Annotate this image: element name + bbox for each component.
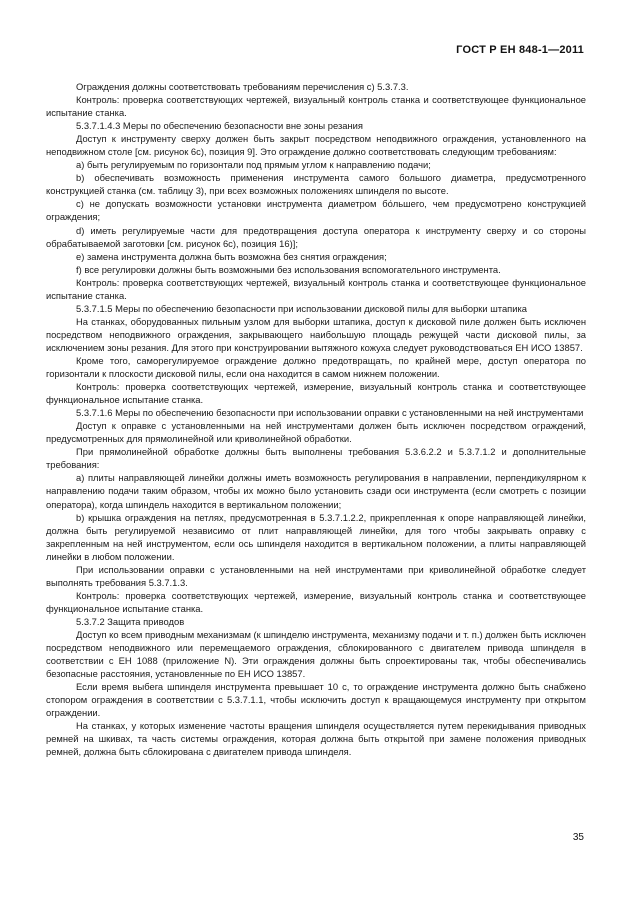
body-paragraph: На станках, оборудованных пильным узлом для выборки штапика, доступ к дисковой пиле должен быть исключен посредством неподвижного ограждения, закрывающего наибольшую площадь режущей части дисковой пилы, за исключением зоны резания. Для этого при конструировании вытяжного кожуха следует руководствоваться ЕН ИСО 13857.	[46, 315, 586, 353]
section-heading: 5.3.7.2 Защита приводов	[76, 615, 185, 627]
list-item: b) крышка ограждения на петлях, предусмотренная в 5.3.7.1.2.2, прикрепленная к опоре направляющей линейки, должна быть регулируемой независимо от плит направляющей линейки, для того чтобы закрывать оправку с закрепленным на ней инструментом, если ось шпинделя находится в вертикальном положении, а плиты направляющей линейки в любом положении.	[46, 511, 586, 562]
list-item: f) все регулировки должны быть возможными без использования вспомогательного инструмента.	[76, 263, 501, 275]
body-paragraph: Контроль: проверка соответствующих чертежей, визуальный контроль станка и соответствующее функциональное испытание станка.	[46, 94, 586, 119]
body-paragraph: При прямолинейной обработке должны быть выполнены требования 5.3.6.2.2 и 5.3.7.1.2 и дополнительные требования:	[46, 446, 586, 471]
page-number: 35	[572, 832, 584, 843]
document-body	[46, 80, 586, 758]
list-item: e) замена инструмента должна быть возможна без снятия ограждения;	[76, 250, 387, 262]
body-paragraph: Кроме того, саморегулируемое ограждение должно предотвращать, по крайней мере, доступ оператора по горизонтали к плоскости дисковой пилы, если она находится в самом нижнем положении.	[46, 354, 586, 380]
body-paragraph: Если время выбега шпинделя инструмента превышает 10 с, то ограждение инструмента должно быть снабжено стопором ограждения в соответствии с 5.3.7.1.1, чтобы исключить доступ к вращающемуся инструменту при открытом ограждении.	[46, 681, 586, 719]
body-paragraph: Доступ ко всем приводным механизмам (к шпинделю инструмента, механизму подачи и т. п.) должен быть исключен посредством неподвижного или перемещаемого ограждения, сблокированного с двигателем привода шпинделя в соответствии с ЕН 1088 (приложение N). Эти ограждения должны быть спроектированы так, чтобы обеспечивались безопасные расстояния, установленные по ЕН ИСО 13857.	[46, 628, 586, 680]
list-item: b) обеспечивать возможность применения инструмента самого большого диаметра, предусмотренного конструкцией станка (см. таблицу 3), при всех возможных положениях шпинделя по высоте.	[46, 172, 586, 197]
list-item: a) плиты направляющей линейки должны иметь возможность регулирования в направлении, перпендикулярном к направлению подачи таким образом, чтобы их можно было установить сзади оси инструмента (если смотреть с позиции оператора), когда шпиндель находится в вертикальном положении;	[46, 472, 586, 510]
list-item: c) не допускать возможности установки инструмента диаметром бо́льшего, чем предусмотрено конструкцией ограждения;	[46, 198, 586, 223]
section-heading: 5.3.7.1.5 Меры по обеспечению безопасности при использовании дисковой пилы для выборки штапика	[76, 302, 528, 314]
section-heading: 5.3.7.1.6 Меры по обеспечению безопасности при использовании оправки с установленными на ней инструментами	[76, 407, 584, 419]
section-heading: 5.3.7.1.4.3 Меры по обеспечению безопасности вне зоны резания	[76, 120, 363, 132]
body-paragraph: Контроль: проверка соответствующих чертежей, измерение, визуальный контроль станка и соответствующее функциональное испытание станка.	[46, 381, 586, 406]
list-item: a) быть регулируемым по горизонтали под прямым углом к направлению подачи;	[76, 159, 431, 171]
body-paragraph: Ограждения должны соответствовать требованиям перечисления с) 5.3.7.3.	[76, 81, 409, 92]
body-paragraph: Контроль: проверка соответствующих чертежей, визуальный контроль станка и соответствующее функциональное испытание станка.	[46, 276, 586, 301]
body-paragraph: Контроль: проверка соответствующих чертежей, измерение, визуальный контроль станка и соответствующее функциональное испытание станка.	[46, 589, 586, 614]
body-paragraph: Доступ к инструменту сверху должен быть закрыт посредством неподвижного ограждения, установленного на неподвижном столе [см. рисунок 6c), позиция 9]. Это ограждение должно соответствовать следующим требованиям:	[46, 133, 586, 158]
document-header: ГОСТ Р ЕН 848-1—2011	[456, 44, 584, 56]
list-item: d) иметь регулируемые части для предотвращения доступа оператора к инструменту сверху и со стороны обрабатываемой заготовки [см. рисунок 6c), позиция 16)];	[46, 224, 586, 249]
body-paragraph: На станках, у которых изменение частоты вращения шпинделя осуществляется путем перекидывания приводных ремней на шкивах, та часть системы ограждения, которая должна быть открытой при замене положения приводных ремней, должна быть сблокирована с двигателем привода шпинделя.	[46, 720, 586, 758]
body-paragraph: При использовании оправки с установленными на ней инструментами при криволинейной обработке следует выполнять требования 5.3.7.1.3.	[46, 563, 586, 588]
body-paragraph: Доступ к оправке с установленными на ней инструментами должен быть исключен посредством ограждений, предусмотренных для прямолинейной или криволинейной обработки.	[46, 420, 586, 445]
